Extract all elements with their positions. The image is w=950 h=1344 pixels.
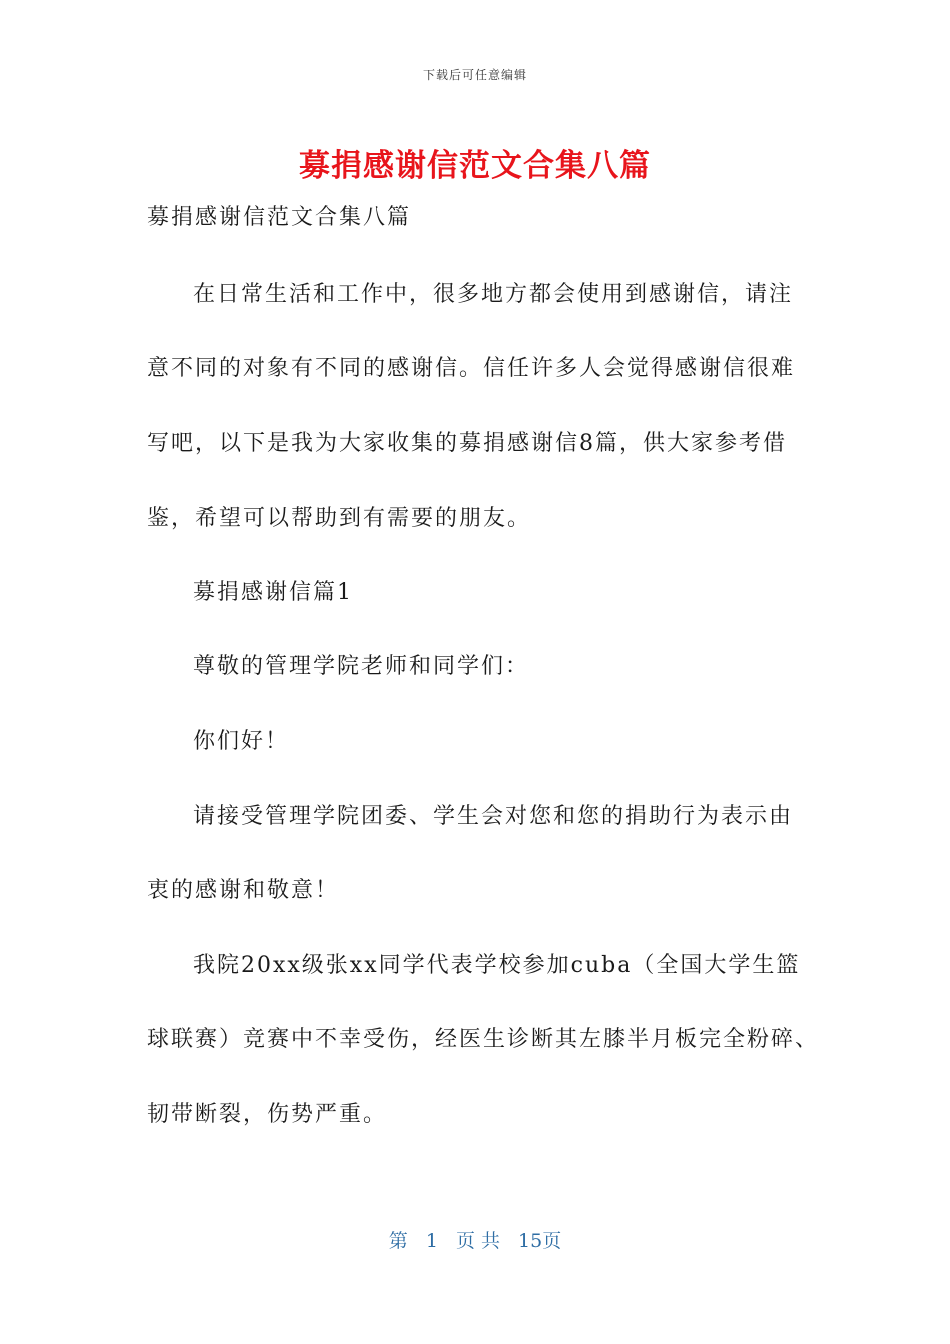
footer-page-number: 1 xyxy=(425,1230,438,1252)
paragraph-line: 鉴，希望可以帮助到有需要的朋友。 xyxy=(147,506,532,531)
subtitle-line: 募捐感谢信范文合集八篇 xyxy=(147,205,412,230)
greeting: 你们好！ xyxy=(193,729,290,754)
paragraph-line: 衷的感谢和敬意！ xyxy=(147,878,340,903)
paragraph-line: 写吧，以下是我为大家收集的募捐感谢信8篇，供大家参考借 xyxy=(147,431,787,456)
paragraph-line: 我院20xx级张xx同学代表学校参加cuba（全国大学生篮 xyxy=(193,953,801,978)
section-heading: 募捐感谢信篇1 xyxy=(193,580,353,605)
document-title: 募捐感谢信范文合集八篇 xyxy=(299,148,651,184)
salutation: 尊敬的管理学院老师和同学们： xyxy=(193,654,530,679)
paragraph-line: 请接受管理学院团委、学生会对您和您的捐助行为表示由 xyxy=(193,804,794,829)
paragraph-line: 球联赛）竞赛中不幸受伤，经医生诊断其左膝半月板完全粉碎、 xyxy=(147,1027,820,1052)
paragraph-line: 在日常生活和工作中，很多地方都会使用到感谢信，请注 xyxy=(193,282,794,307)
page-footer xyxy=(0,1226,950,1253)
paragraph-line: 意不同的对象有不同的感谢信。信任许多人会觉得感谢信很难 xyxy=(147,356,796,381)
paragraph-line: 韧带断裂，伤势严重。 xyxy=(147,1102,388,1127)
header-note: 下载后可任意编辑 xyxy=(422,68,527,82)
footer-total: 15页 xyxy=(518,1230,562,1252)
footer-prefix: 第 xyxy=(388,1230,408,1252)
footer-middle: 页 共 xyxy=(455,1230,500,1252)
